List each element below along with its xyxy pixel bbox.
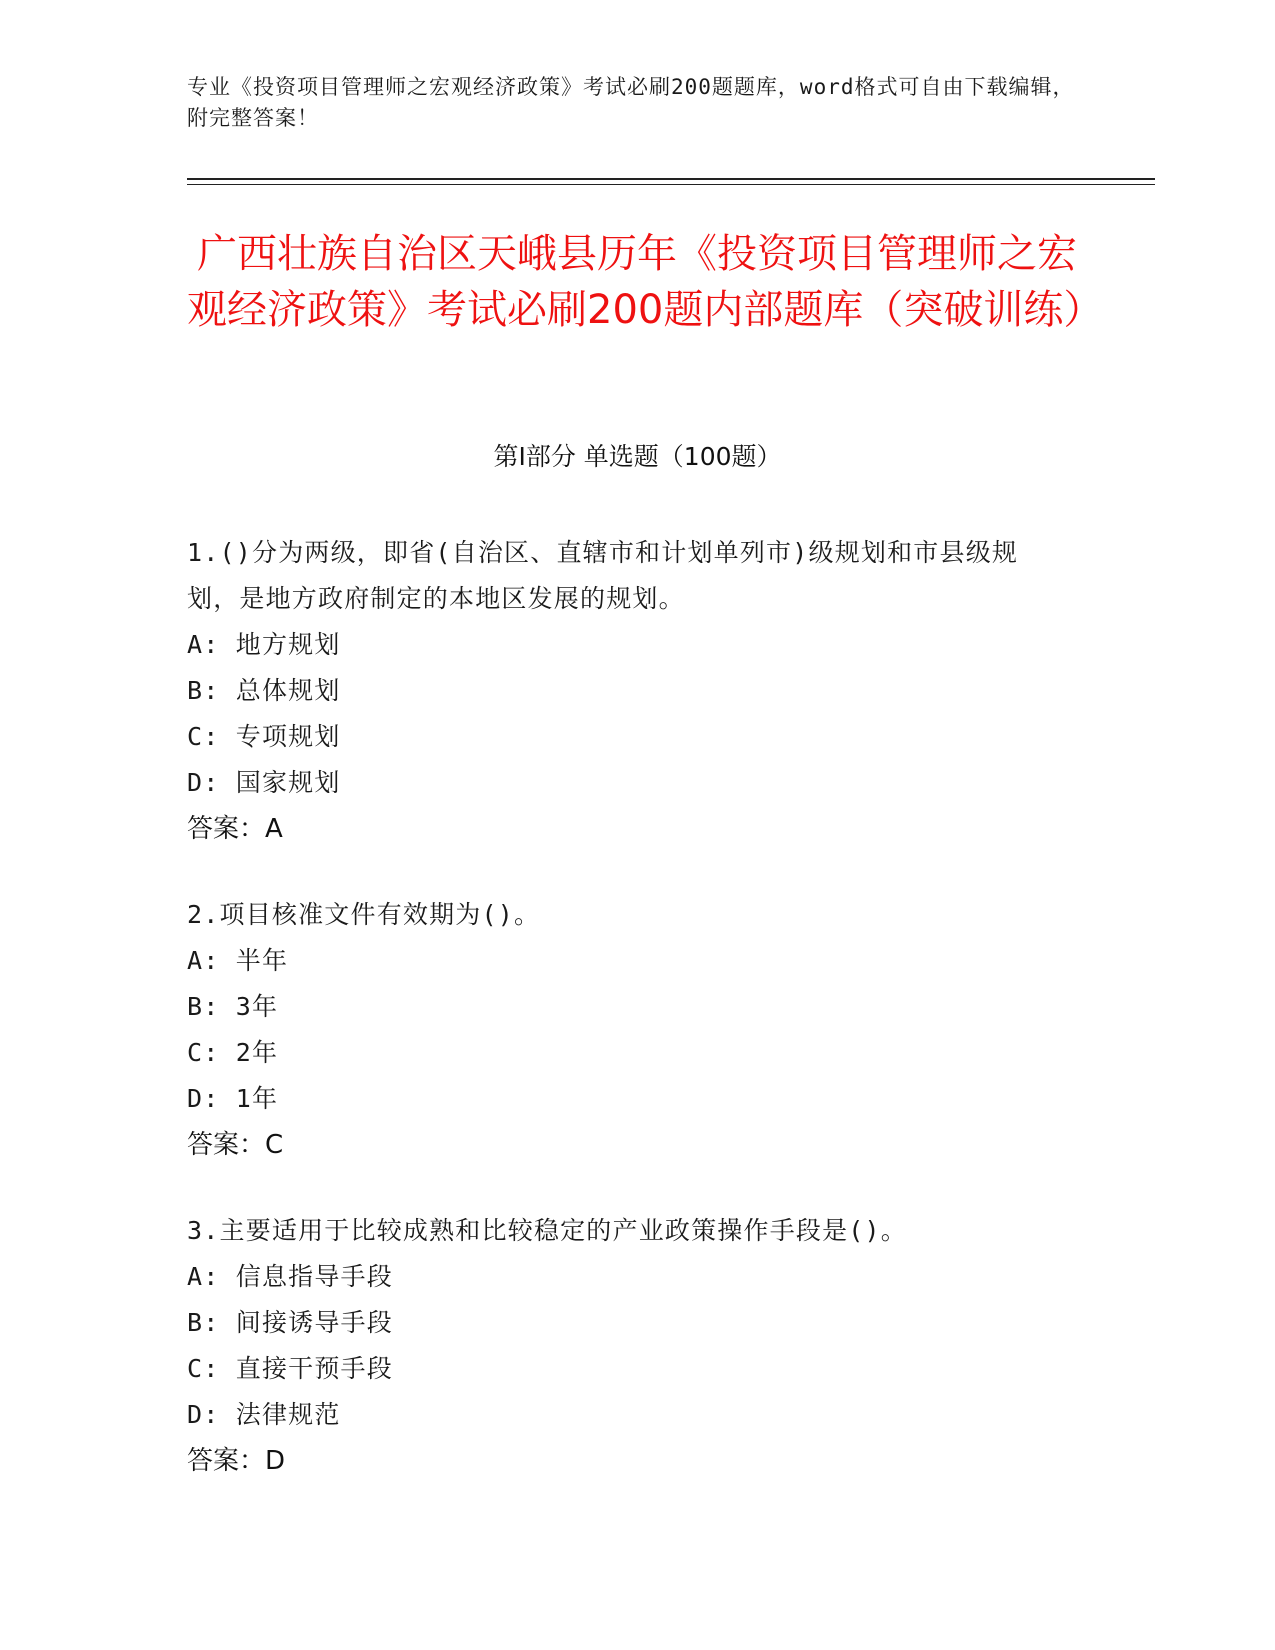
answer: 答案：D <box>187 1446 286 1476</box>
option-c: C: 直接干预手段 <box>187 1354 393 1383</box>
section-heading: 第I部分 单选题（100题） <box>493 442 782 471</box>
header-divider-thick <box>187 178 1155 180</box>
header-note: 专业《投资项目管理师之宏观经济政策》考试必刷200题题库，word格式可自由下载编辑，附完整答案！ <box>187 75 1075 130</box>
question-list <box>187 530 1067 1524</box>
document-title: 广西壮族自治区天峨县历年《投资项目管理师之宏观经济政策》考试必刷200题内部题库（突破训练） <box>187 231 1104 333</box>
option-c: C: 2年 <box>187 1038 279 1067</box>
option-d: D: 法律规范 <box>187 1400 341 1429</box>
option-b: B: 间接诱导手段 <box>187 1308 393 1337</box>
option-a: A: 半年 <box>187 946 289 975</box>
answer: 答案：C <box>187 1130 284 1160</box>
answer: 答案：A <box>187 814 283 844</box>
question-stem: 1.()分为两级，即省(自治区、直辖市和计划单列市)级规划和市县级规划，是地方政府制定的本地区发展的规划。 <box>187 538 1019 613</box>
question-stem: 3.主要适用于比较成熟和比较稳定的产业政策操作手段是()。 <box>187 1216 908 1245</box>
option-a: A: 信息指导手段 <box>187 1262 393 1291</box>
option-c: C: 专项规划 <box>187 722 341 751</box>
question-2 <box>187 892 1067 1168</box>
option-b: B: 3年 <box>187 992 279 1021</box>
option-a: A: 地方规划 <box>187 630 341 659</box>
question-3 <box>187 1208 1067 1484</box>
option-d: D: 1年 <box>187 1084 279 1113</box>
question-stem: 2.项目核准文件有效期为()。 <box>187 900 541 929</box>
question-1 <box>187 530 1067 852</box>
option-b: B: 总体规划 <box>187 676 341 705</box>
option-d: D: 国家规划 <box>187 768 341 797</box>
header-divider-thin <box>187 184 1155 185</box>
